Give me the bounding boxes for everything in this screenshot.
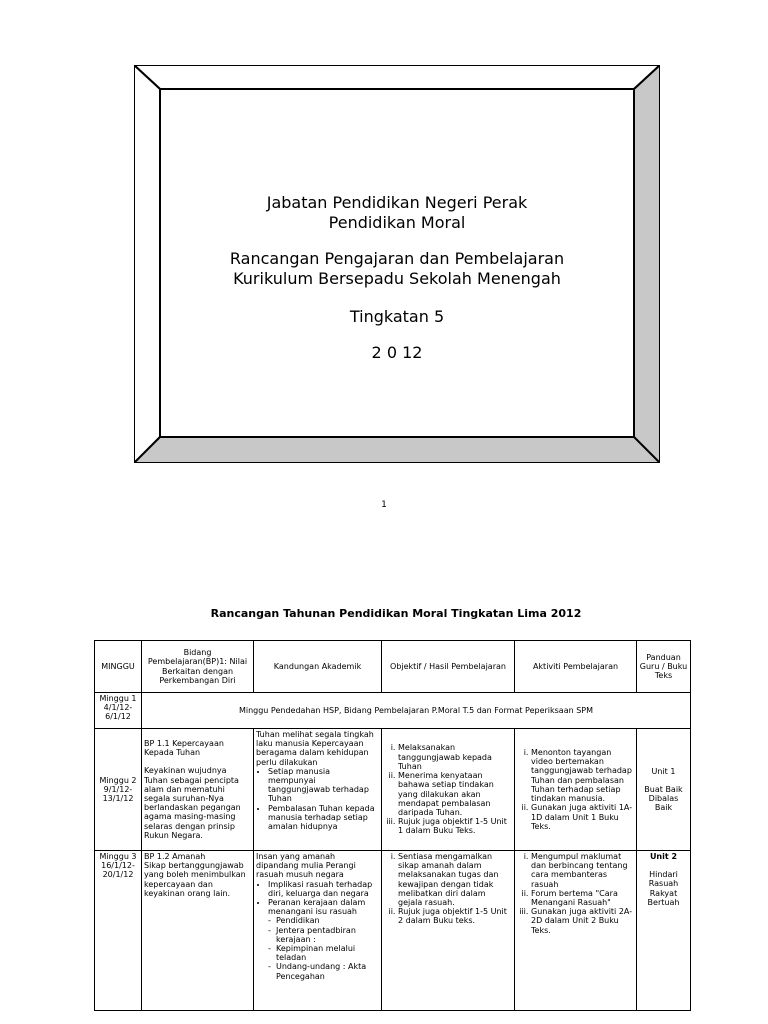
bp-description: Sikap bertanggungjawab yang boleh menimbulkan kepercayaan dan keyakinan orang lain. <box>144 861 246 898</box>
list-item: iii. Gunakan juga aktiviti 2A-2D dalam Unit 2 Buku Teks. <box>531 907 634 935</box>
content-intro: Insan yang amanah dipandang mulia Perangi rasuah musuh negara <box>256 852 356 880</box>
week-cell <box>95 693 142 729</box>
week-cell <box>95 851 142 1011</box>
list-item: i. Sentiasa mengamalkan sikap amanah dalam melaksanakan tugas dan kewajipan dengan tidak melibatkan diri dalam gejala rasuah. <box>398 852 512 907</box>
objectives-cell <box>382 729 515 851</box>
list-item: i. Melaksanakan tanggungjawab kepada Tuhan <box>398 743 512 771</box>
table-row <box>95 693 691 729</box>
objectives-cell <box>382 851 515 1011</box>
week-dates: 16/1/12-20/1/12 <box>101 861 135 880</box>
cover-line-department: Jabatan Pendidikan Negeri Perak <box>266 193 528 212</box>
cover-text <box>160 90 634 435</box>
cover-line-plan: Rancangan Pengajaran dan Pembelajaran <box>229 249 565 268</box>
learning-area-cell <box>142 729 254 851</box>
guide-cell <box>637 729 691 851</box>
table-header-row <box>95 641 691 693</box>
learning-area-cell <box>142 851 254 1011</box>
list-item: ii. Forum bertema "Cara Menangani Rasuah" <box>531 889 634 907</box>
week-label: Minggu 3 <box>99 852 137 861</box>
table-row <box>95 729 691 851</box>
activities-cell <box>515 851 637 1011</box>
merged-cell: Minggu Pendedahan HSP, Bidang Pembelajaran P.Moral T.5 dan Format Peperiksaan SPM <box>142 693 691 729</box>
bp-title: BP 1.1 Kepercayaan Kepada Tuhan <box>144 738 224 758</box>
guide-unit: Unit 1 <box>651 766 676 776</box>
bp-description: Keyakinan wujudnya Tuhan sebagai pencipta alam dan mematuhi segala suruhan-Nya berlandaskan pegangan agama masing-masing selaras dengan prinsip Rukun Negara. <box>144 766 241 840</box>
header-learning-area: Bidang Pembelajaran(BP)1: Nilai Berkaitan dengan Perkembangan Diri <box>142 641 254 693</box>
document-title: Rancangan Tahunan Pendidikan Moral Tingkatan Lima 2012 <box>210 607 582 620</box>
annual-plan-table <box>94 640 691 1011</box>
header-activities: Aktiviti Pembelajaran <box>515 641 637 693</box>
guide-title: Buat Baik Dibalas Baik <box>644 784 683 813</box>
guide-unit: Unit 2 <box>649 852 678 861</box>
content-cell <box>254 851 382 1011</box>
week-cell <box>95 729 142 851</box>
list-item: - Kepimpinan melalui teladan <box>276 944 379 962</box>
list-item: - Jentera pentadbiran kerajaan : <box>276 926 379 944</box>
week-dates: 4/1/12-6/1/12 <box>103 703 133 722</box>
list-item: • Setiap manusia mempunyai tanggungjawab terhadap Tuhan <box>268 767 379 804</box>
list-item: ii. Rujuk juga objektif 1-5 Unit 2 dalam Buku teks. <box>398 907 512 925</box>
header-objectives: Objektif / Hasil Pembelajaran <box>382 641 515 693</box>
header-teacher-guide: Panduan Guru / Buku Teks <box>637 641 691 693</box>
content-intro: Tuhan melihat segala tingkah laku manusia Kepercayaan beragama dalam kehidupan perlu dilakukan <box>256 730 374 767</box>
content-cell <box>254 729 382 851</box>
guide-cell <box>637 851 691 1011</box>
list-item: • Pembalasan Tuhan kepada manusia terhadap setiap amalan hidupnya <box>268 804 379 832</box>
list-item: iii. Rujuk juga objektif 1-5 Unit 1 dalam Buku Teks. <box>398 817 512 835</box>
cover-line-form: Tingkatan 5 <box>349 307 445 326</box>
cover-line-year: 2 0 12 <box>371 343 423 362</box>
list-item: ii. Menerima kenyataan bahawa setiap tindakan yang dilakukan akan mendapat pembalasan daripada Tuhan. <box>398 771 512 817</box>
table-row <box>95 851 691 1011</box>
list-item: • Peranan kerajaan dalam menangani isu rasuah <box>268 898 379 916</box>
list-item: • Implikasi rasuah terhadap diri, keluarga dan negara <box>268 880 379 898</box>
bp-title: BP 1.2 Amanah <box>144 852 206 861</box>
list-item: - Undang-undang : Akta Pencegahan <box>276 962 379 980</box>
list-item: i. Menonton tayangan video bertemakan tanggungjawab terhadap Tuhan dan pembalasan Tuhan terhadap setiap tindakan manusia. <box>531 748 634 803</box>
list-item: - Pendidikan <box>276 916 379 925</box>
header-week: MINGGU <box>95 641 142 693</box>
list-item: ii. Gunakan juga aktiviti 1A-1D dalam Unit 1 Buku Teks. <box>531 803 634 831</box>
week-label: Minggu 2 <box>99 775 137 785</box>
cover-line-subject: Pendidikan Moral <box>328 213 466 232</box>
cover-line-curriculum: Kurikulum Bersepadu Sekolah Menengah <box>233 269 561 288</box>
header-academic-content: Kandungan Akademik <box>254 641 382 693</box>
week-label: Minggu 1 <box>99 694 137 703</box>
list-item: i. Mengumpul maklumat dan berbincang tentang cara membanteras rasuah <box>531 852 634 889</box>
guide-title: Hindari Rasuah Rakyat Bertuah <box>647 870 680 907</box>
week-dates: 9/1/12-13/1/12 <box>102 784 134 804</box>
page-number: 1 <box>381 500 387 510</box>
activities-cell <box>515 729 637 851</box>
